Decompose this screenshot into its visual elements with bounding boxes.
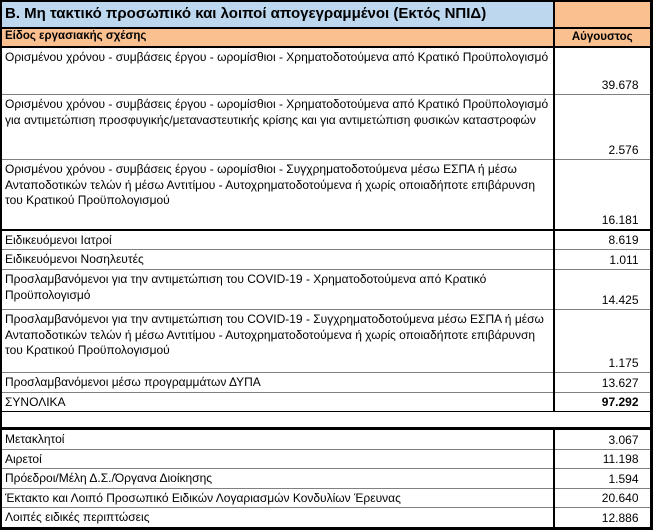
table-row	[1, 230, 651, 250]
table-row	[1, 449, 651, 469]
row-value: 1.011	[554, 250, 651, 270]
row-value: 20.640	[554, 488, 651, 508]
totals-value: 97.292	[554, 392, 651, 412]
title-row	[1, 1, 651, 28]
row-label: Μετακλητοί	[1, 429, 554, 450]
table-row	[1, 270, 651, 310]
spacer-row	[1, 412, 651, 429]
row-value: 11.198	[554, 449, 651, 469]
column-header-row	[1, 28, 651, 47]
table-row	[1, 160, 651, 230]
row-value: 2.576	[554, 95, 651, 160]
row-label: Ειδικευόμενοι Ιατροί	[1, 230, 554, 250]
row-value: 13.627	[554, 373, 651, 393]
row-value: 14.425	[554, 270, 651, 310]
row-label: Προσλαμβανόμενοι μέσω προγραμμάτων ΔΥΠΑ	[1, 373, 554, 393]
table-title: Β. Μη τακτικό προσωπικό και λοιποί απογεγραμμένοι (Εκτός ΝΠΙΔ)	[1, 1, 554, 28]
row-label: Προσλαμβανόμενοι για την αντιμετώπιση του COVID-19 - Συγχρηματοδοτούμενα μέσω ΕΣΠΑ ή μέσω Ανταποδοτικών τελών ή μέσω Αντιτίμου - Αυτοχρηματοδοτούμενα ή χωρίς οποιαδήποτε επιβάρυνση του Κρατικού Προϋπολογισμού	[1, 310, 554, 373]
row-label: Ορισμένου χρόνου - συμβάσεις έργου - ωρομίσθιοι - Συγχρηματοδοτούμενα μέσω ΕΣΠΑ ή μέσω Ανταποδοτικών τελών ή μέσω Αντιτίμου - Αυτοχρηματοδοτούμενα ή χωρίς οποιαδήποτε επιβάρυνση του Κρατικού Προϋπολογισμού	[1, 160, 554, 230]
row-value: 16.181	[554, 160, 651, 230]
table-row	[1, 469, 651, 489]
month-column-header: Αύγουστος	[554, 28, 651, 47]
row-label: Έκτακτο και Λοιπό Προσωπικό Ειδικών Λογαριασμών Κονδυλίων Έρευνας	[1, 488, 554, 508]
table-row	[1, 488, 651, 508]
row-label: Ορισμένου χρόνου - συμβάσεις έργου - ωρομίσθιοι - Χρηματοδοτούμενα από Κρατικό Προϋπολογισμό για αντιμετώπιση προσφυγικής/μεταναστευτικής κρίσης και για αντιμετώπιση φυσικών καταστροφών	[1, 95, 554, 160]
row-value: 8.619	[554, 230, 651, 250]
row-label: Αιρετοί	[1, 449, 554, 469]
row-label: Ορισμένου χρόνου - συμβάσεις έργου - ωρομίσθιοι - Χρηματοδοτούμενα από Κρατικό Προϋπολογισμό	[1, 47, 554, 95]
row-value: 1.175	[554, 310, 651, 373]
totals-row	[1, 392, 651, 412]
table-row	[1, 95, 651, 160]
row-label: Πρόεδροι/Μέλη Δ.Σ./Όργανα Διοίκησης	[1, 469, 554, 489]
table-row	[1, 310, 651, 373]
table-row	[1, 47, 651, 95]
row-value: 12.886	[554, 508, 651, 529]
row-label: Ειδικευόμενοι Νοσηλευτές	[1, 250, 554, 270]
table-row	[1, 508, 651, 529]
row-label: Προσλαμβανόμενοι για την αντιμετώπιση του COVID-19 - Χρηματοδοτούμενα από Κρατικό Προϋπολογισμό	[1, 270, 554, 310]
row-value: 3.067	[554, 429, 651, 450]
row-value: 1.594	[554, 469, 651, 489]
table-row	[1, 250, 651, 270]
employment-type-column-header: Είδος εργασιακής σχέσης	[1, 28, 554, 47]
spacer-cell	[1, 412, 554, 429]
table-row	[1, 429, 651, 450]
title-right-cell	[554, 1, 651, 28]
table-row	[1, 373, 651, 393]
row-label: Λοιπές ειδικές περιπτώσεις	[1, 508, 554, 529]
totals-label: ΣΥΝΟΛΙΚΑ	[1, 392, 554, 412]
row-value: 39.678	[554, 47, 651, 95]
spacer-cell	[554, 412, 651, 429]
